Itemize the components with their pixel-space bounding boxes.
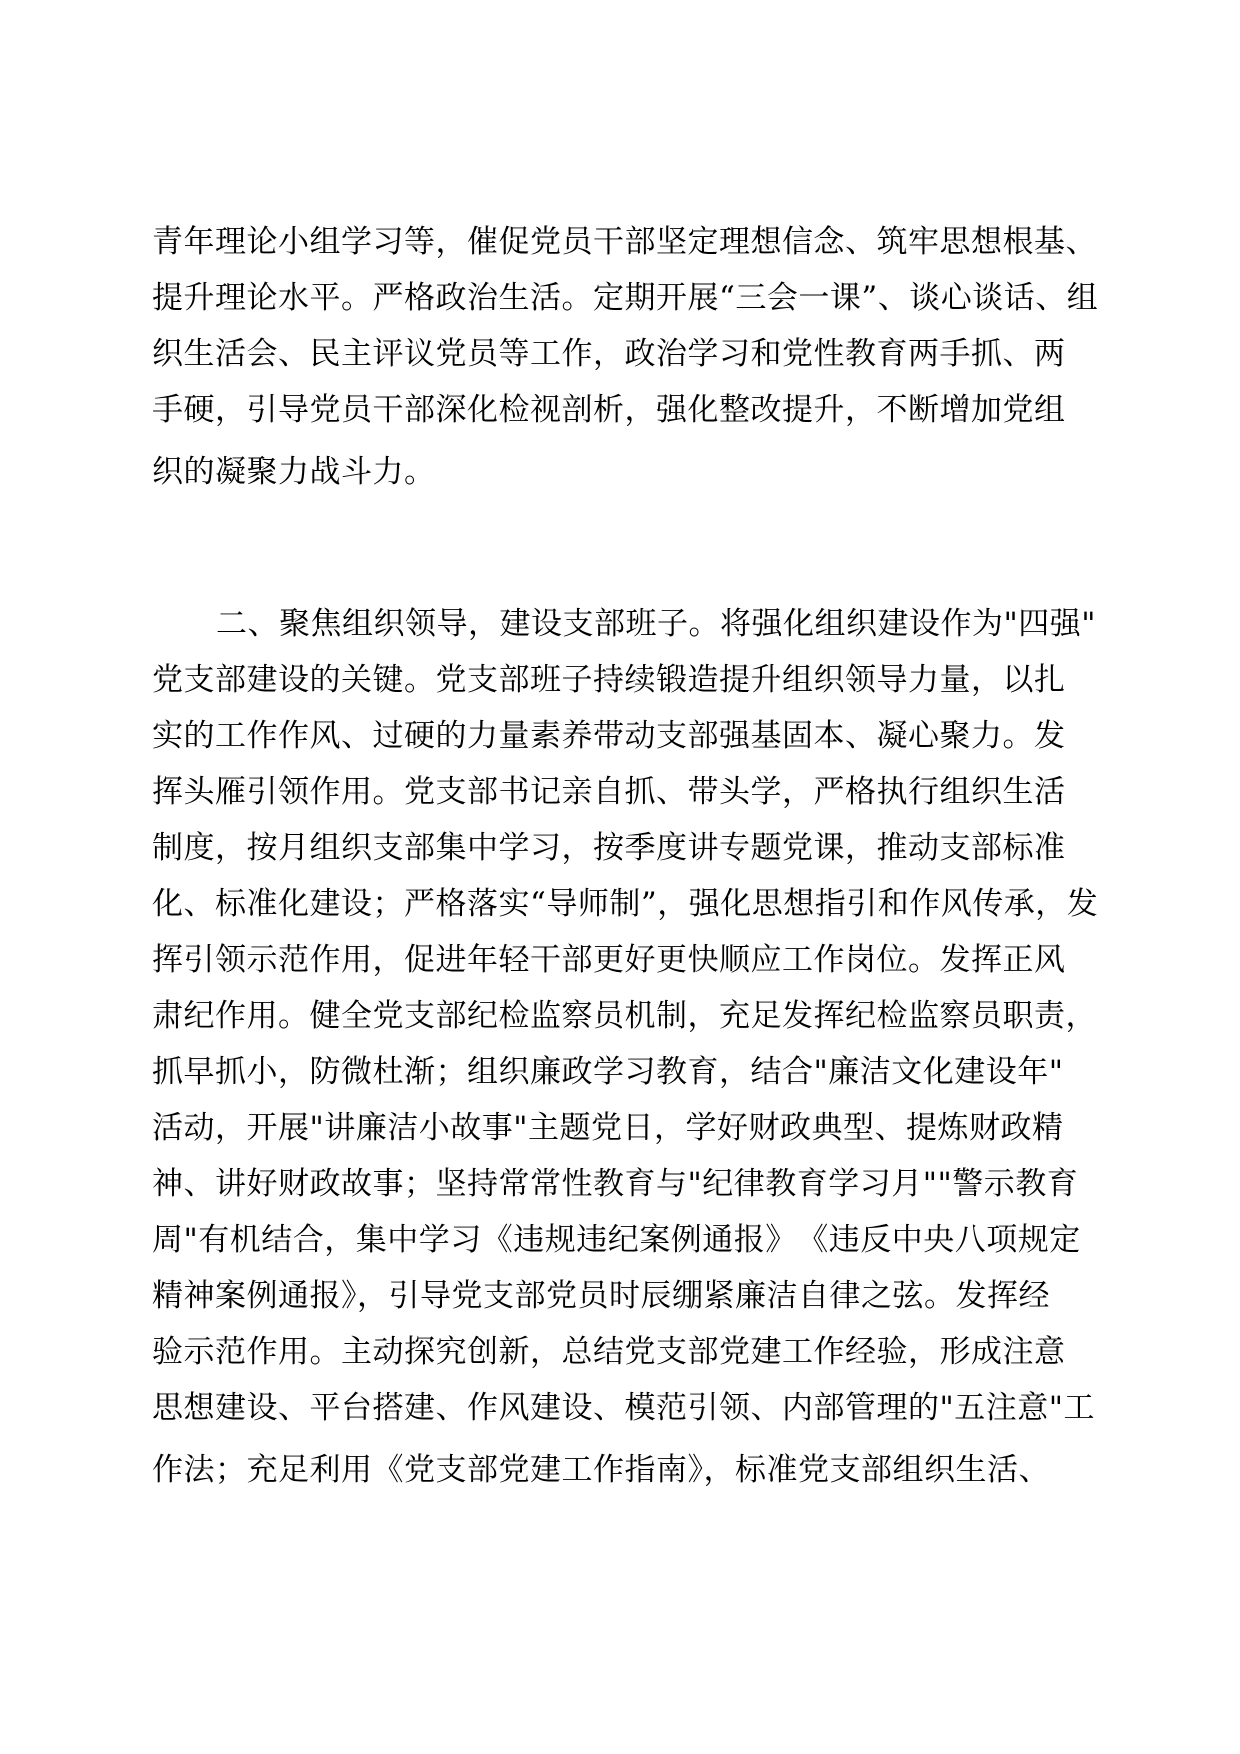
paragraph-2-line: 制度，按月组织支部集中学习，按季度讲专题党课，推动支部标准 bbox=[152, 830, 1066, 866]
paragraph-2-line: 思想建设、平台搭建、作风建设、模范引领、内部管理的"五注意"工 bbox=[152, 1390, 1096, 1426]
paragraph-2-line: 验示范作用。主动探究创新，总结党支部党建工作经验，形成注意 bbox=[152, 1334, 1066, 1370]
paragraph-1-line: 手硬，引导党员干部深化检视剖析，强化整改提升，不断增加党组 bbox=[152, 392, 1066, 428]
paragraph-2-line: 党支部建设的关键。党支部班子持续锻造提升组织领导力量，以扎 bbox=[152, 662, 1066, 698]
paragraph-2-line: 作法；充足利用《党支部党建工作指南》，标准党支部组织生活、 bbox=[152, 1452, 1050, 1488]
paragraph-2-line: 挥头雁引领作用。党支部书记亲自抓、带头学，严格执行组织生活 bbox=[152, 774, 1066, 810]
paragraph-2-line: 周"有机结合，集中学习《违规违纪案例通报》 《违反中央八项规定 bbox=[152, 1222, 1081, 1258]
paragraph-2-line: 精神案例通报》，引导党支部党员时辰绷紧廉洁自律之弦。发挥经 bbox=[152, 1278, 1050, 1314]
paragraph-2-line: 实的工作作风、过硬的力量素养带动支部强基固本、凝心聚力。发 bbox=[152, 718, 1066, 754]
paragraph-1-line: 青年理论小组学习等，催促党员干部坚定理想信念、筑牢思想根基、 bbox=[152, 224, 1097, 260]
paragraph-1-line: 织生活会、民主评议党员等工作，政治学习和党性教育两手抓、两 bbox=[152, 336, 1066, 372]
paragraph-2-line: 化、标准化建设；严格落实“导师制”，强化思想指引和作风传承，发 bbox=[152, 886, 1099, 922]
paragraph-2-line: 肃纪作用。健全党支部纪检监察员机制，充足发挥纪检监察员职责， bbox=[152, 998, 1097, 1034]
paragraph-2-line: 活动，开展"讲廉洁小故事"主题党日，学好财政典型、提炼财政精 bbox=[152, 1110, 1064, 1146]
paragraph-2-line: 抓早抓小，防微杜渐；组织廉政学习教育，结合"廉洁文化建设年" bbox=[152, 1054, 1064, 1090]
paragraph-2-line: 二、聚焦组织领导，建设支部班子。将强化组织建设作为"四强" bbox=[216, 606, 1097, 642]
paragraph-1-line: 提升理论水平。严格政治生活。定期开展“三会一课”、谈心谈话、组 bbox=[152, 280, 1099, 316]
paragraph-2-line: 神、讲好财政故事；坚持常常性教育与"纪律教育学习月""警示教育 bbox=[152, 1166, 1079, 1202]
paragraph-2-line: 挥引领示范作用，促进年轻干部更好更快顺应工作岗位。发挥正风 bbox=[152, 942, 1066, 978]
paragraph-1-line: 织的凝聚力战斗力。 bbox=[152, 454, 436, 490]
